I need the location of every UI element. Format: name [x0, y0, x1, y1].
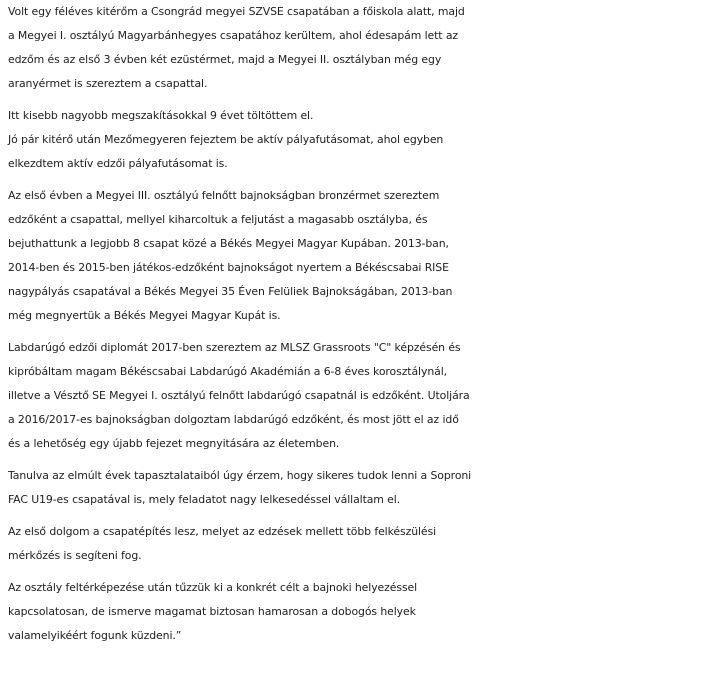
text-line: Labdarúgó edzői diplomát 2017-ben szereztem az MLSZ Grassroots "C" képzésén és	[8, 341, 461, 354]
paragraph	[8, 336, 726, 456]
text-line: mérkőzés is segíteni fog.	[8, 549, 142, 562]
text-line: edzőm és az első 3 évben két ezüstérmet, majd a Megyei II. osztályban még egy	[8, 53, 442, 66]
text-line: Az osztály feltérképezése után tűzzük ki a konkrét célt a bajnoki helyezéssel	[8, 581, 418, 594]
paragraph	[8, 576, 726, 648]
text-line: FAC U19-es csapatával is, mely feladatot nagy lelkesedéssel vállaltam el.	[8, 493, 401, 506]
text-line: kapcsolatosan, de ismerve magamat biztosan hamarosan a dobogós helyek	[8, 605, 416, 618]
text-line: 2014-ben és 2015-ben játékos-edzőként bajnokságot nyertem a Békéscsabai RISE	[8, 261, 449, 274]
text-line: Az első dolgom a csapatépítés lesz, melyet az edzések mellett több felkészülési	[8, 525, 437, 538]
text-line: Itt kisebb nagyobb megszakításokkal 9 évet töltöttem el.	[8, 109, 314, 122]
text-line: még megnyertük a Békés Megyei Magyar Kupát is.	[8, 309, 281, 322]
text-line: Volt egy féléves kitérőm a Csongrád megyei SZVSE csapatában a főiskola alatt, majd	[8, 5, 465, 18]
text-line: kipróbáltam magam Békéscsabai Labdarúgó Akadémián a 6-8 éves korosztálynál,	[8, 365, 447, 378]
paragraph	[8, 520, 726, 568]
text-line: és a lehetőség egy újabb fejezet megnyitására az életemben.	[8, 437, 340, 450]
text-line: aranyérmet is szereztem a csapattal.	[8, 77, 208, 90]
paragraph	[8, 184, 726, 328]
text-line: valamelyikéért fogunk küzdeni.”	[8, 629, 182, 642]
text-line: edzőként a csapattal, mellyel kiharcoltuk a feljutást a magasabb osztályba, és	[8, 213, 428, 226]
text-line: elkezdtem aktív edzői pályafutásomat is.	[8, 157, 228, 170]
text-line: a 2016/2017-es bajnokságban dolgoztam labdarúgó edzőként, és most jött el az idő	[8, 413, 459, 426]
paragraph	[8, 0, 726, 96]
text-line: Jó pár kitérő után Mezőmegyeren fejeztem be aktív pályafutásomat, ahol egyben	[8, 133, 444, 146]
text-line: illetve a Vésztő SE Megyei I. osztályú felnőtt labdarúgó csapatnál is edzőként. Utoljára	[8, 389, 470, 402]
text-line: bejuthattunk a legjobb 8 csapat közé a Békés Megyei Magyar Kupában. 2013-ban,	[8, 237, 449, 250]
paragraph	[8, 104, 726, 176]
text-line: a Megyei I. osztályú Magyarbánhegyes csapatához kerültem, ahol édesapám lett az	[8, 29, 459, 42]
paragraph	[8, 464, 726, 512]
text-line: Tanulva az elmúlt évek tapasztalataiból úgy érzem, hogy sikeres tudok lenni a Soproni	[8, 469, 472, 482]
text-line: nagypályás csapatával a Békés Megyei 35 Éven Felüliek Bajnokságában, 2013-ban	[8, 285, 453, 298]
text-line: Az első évben a Megyei III. osztályú felnőtt bajnokságban bronzérmet szereztem	[8, 189, 440, 202]
